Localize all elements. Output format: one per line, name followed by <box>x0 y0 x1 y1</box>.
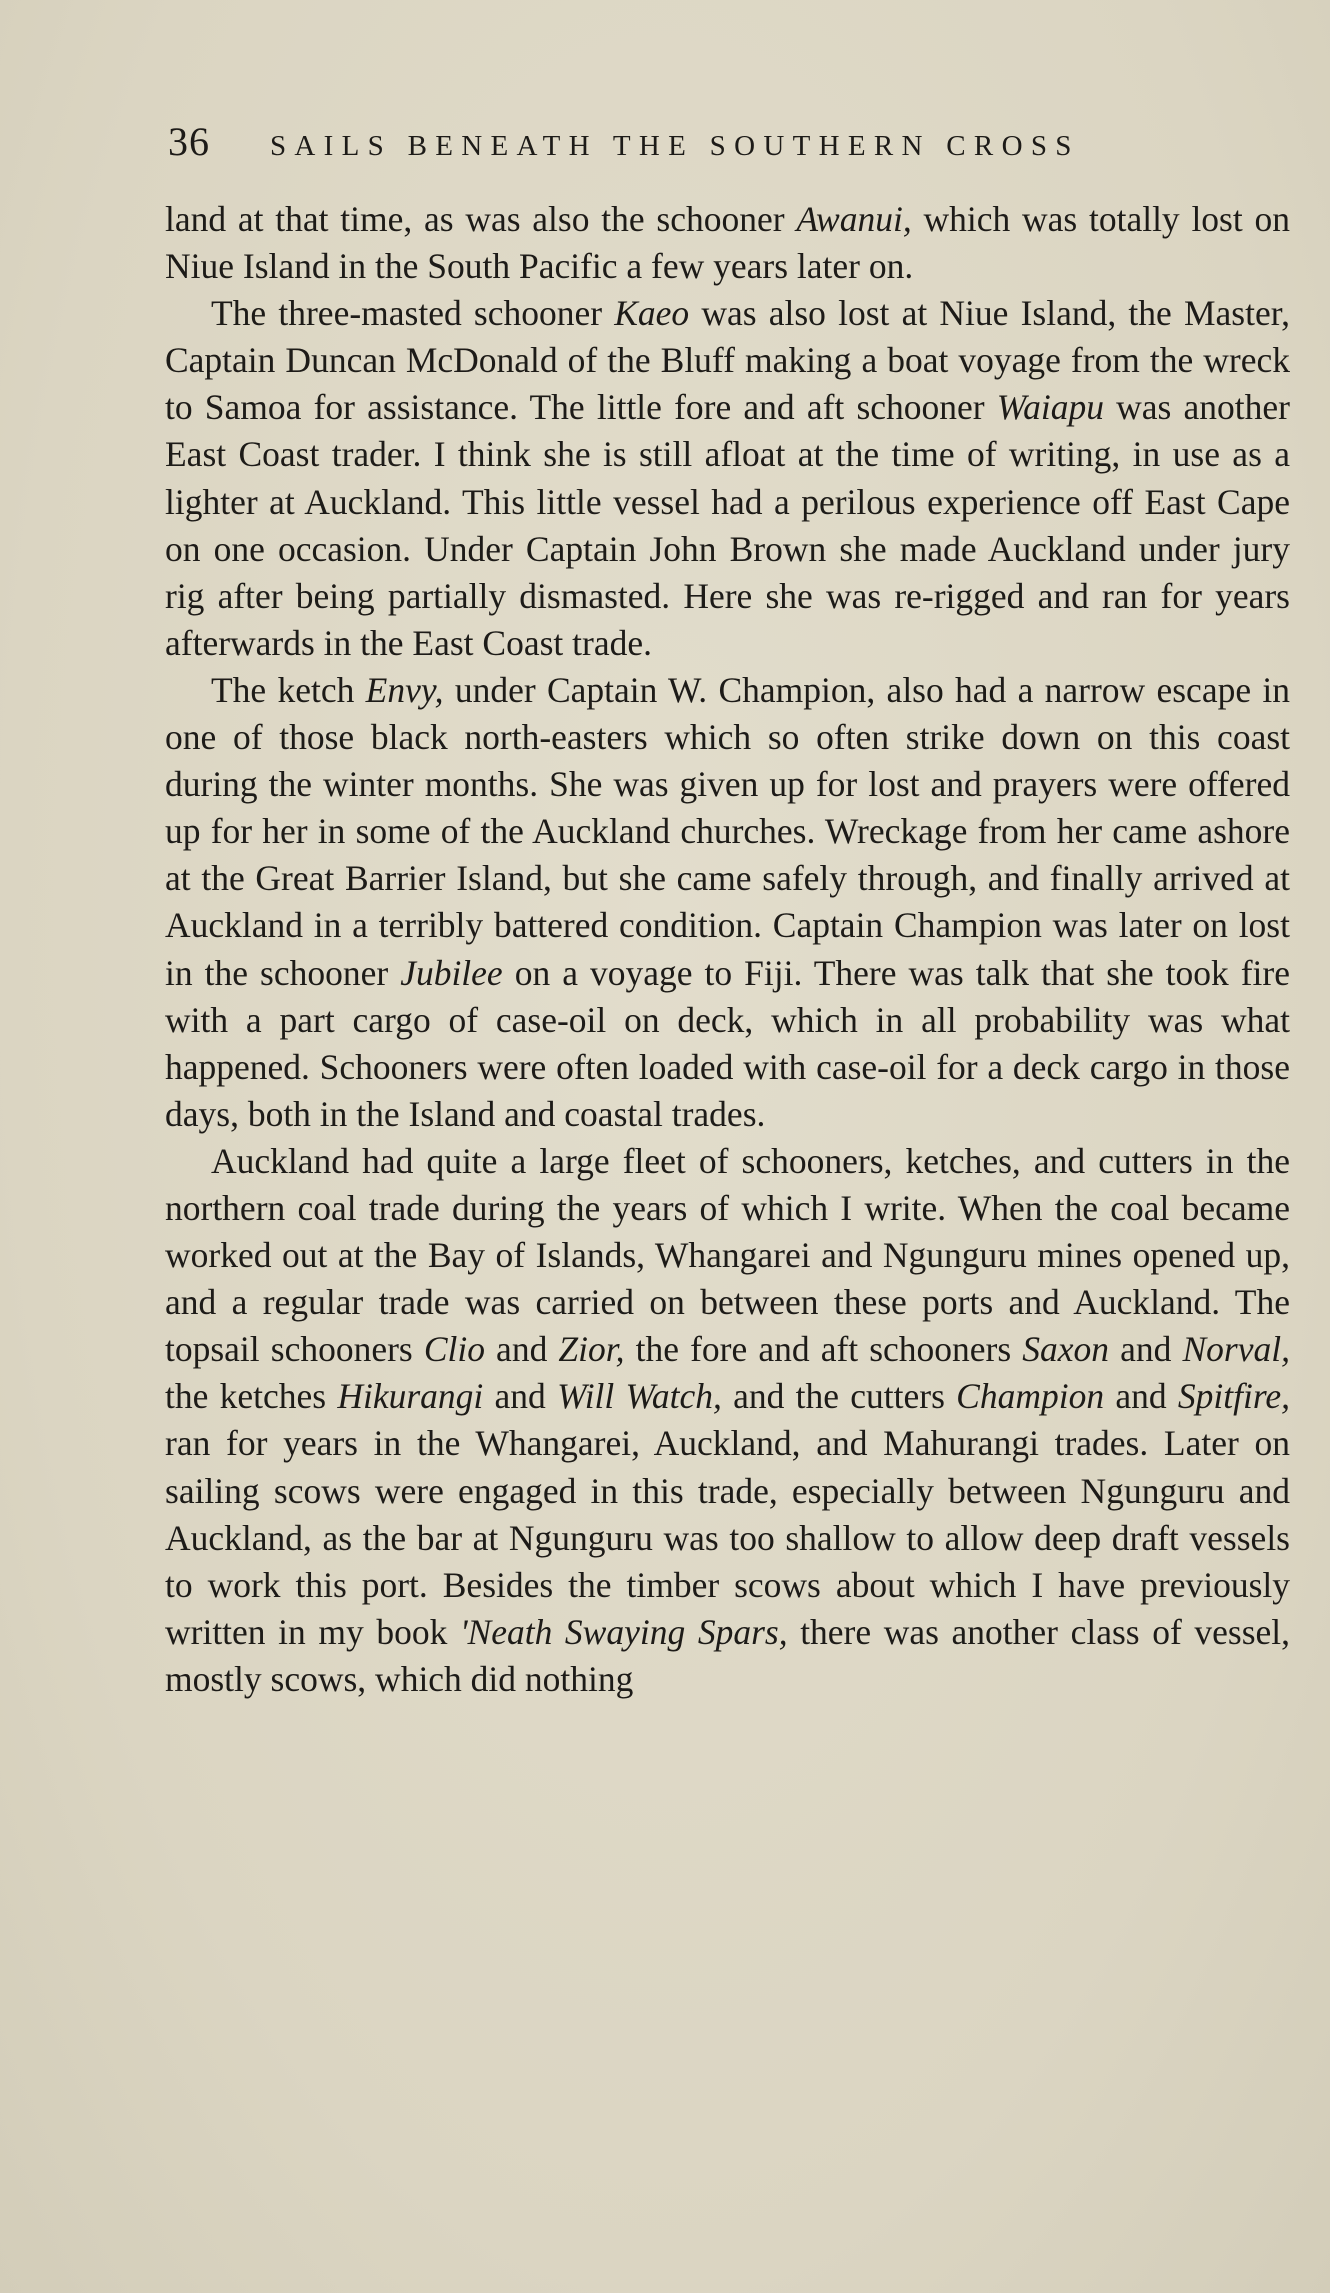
text-segment: ran for years in the Whangarei, Auckland, and Mahurangi trades. Later on sailing scows were engaged in this trade, especially between Ngunguru and Auckland, as the bar at Ngunguru was too shallow to allow deep draft vessels to work this port. Besides the timber scows about which I have previously written in my book <box>165 1423 1290 1652</box>
italic-text-segment: 'Neath Swaying Spars, <box>459 1611 788 1652</box>
italic-text-segment: Awanui, <box>796 199 912 239</box>
paragraph <box>165 290 1290 667</box>
text-segment: The three-masted schooner <box>211 293 615 334</box>
italic-text-segment: Envy, <box>365 669 444 710</box>
paragraph <box>165 667 1290 1138</box>
page-number: 36 <box>168 119 210 164</box>
text-segment: and <box>1104 1376 1178 1417</box>
italic-text-segment: Waiapu <box>996 387 1104 428</box>
italic-text-segment: Will Watch, <box>557 1376 722 1417</box>
text-segment: which was totally lost on Niue Island in the South Pacific a few years later on. <box>165 199 1291 287</box>
text-segment: The ketch <box>211 669 366 710</box>
text-segment: was another East Coast trader. I think she is still afloat at the time of writing, in use as a lighter at Auckland. This little vessel had a perilous experience off East Cape on one occasion. Under Captain John Brown she made Auckland under jury rig after being partially dismasted. Here she was re-rigged and ran for years afterwards in the East Coast trade. <box>165 387 1290 663</box>
text-segment: land at that time, as was also the schooner <box>165 199 797 239</box>
italic-text-segment: Norval, <box>1182 1329 1290 1370</box>
text-segment: the fore and aft schooners <box>624 1329 1023 1370</box>
text-segment: and <box>1109 1329 1183 1370</box>
text-segment: was also lost at Niue Island, the Master, Captain Duncan McDonald of the Bluff making a boat voyage from the wreck to Samoa for assistance. The little fore and aft schooner <box>165 293 1290 428</box>
text-segment: Auckland had quite a large fleet of schooners, ketches, and cutters in the northern coal trade during the years of which I write. When the coal became worked out at the Bay of Islands, Whangarei and Ngunguru mines opened up, and a regular trade was carried on between these ports and Auckland. The topsail schooners <box>165 1140 1290 1370</box>
italic-text-segment: Jubilee <box>400 952 503 993</box>
text-segment: on a voyage to Fiji. There was talk that she took fire with a part cargo of case-oil on deck, which in all probability was what happened. Schooners were often loaded with case-oil for a deck cargo in those days, both in the Island and coastal trades. <box>165 952 1290 1134</box>
paragraph <box>165 1138 1290 1703</box>
text-segment: and <box>484 1329 559 1370</box>
italic-text-segment: Champion <box>956 1376 1105 1417</box>
italic-text-segment: Spitfire, <box>1177 1376 1290 1417</box>
running-head: SAILS BENEATH THE SOUTHERN CROSS <box>270 130 1080 162</box>
italic-text-segment: Clio <box>423 1329 485 1370</box>
italic-text-segment: Saxon <box>1022 1329 1110 1370</box>
body-text <box>165 196 1290 1703</box>
paragraph <box>165 196 1290 290</box>
text-segment: and <box>483 1376 558 1417</box>
text-segment: under Captain W. Champion, also had a narrow escape in one of those black north-easters which so often strike down on this coast during the winter months. She was given up for lost and prayers were offered up for her in some of the Auckland churches. Wreckage from her came ashore at the Great Barrier Island, but she came safely through, and finally arrived at Auckland in a terribly battered condition. Captain Champion was later on lost in the schooner <box>165 669 1290 993</box>
text-segment: and the cutters <box>721 1376 957 1417</box>
italic-text-segment: Hikurangi <box>337 1376 484 1417</box>
text-segment: there was another class of vessel, mostly scows, which did nothing <box>165 1611 1291 1699</box>
page-header <box>168 118 1298 178</box>
italic-text-segment: Zior, <box>558 1329 625 1370</box>
text-segment: the ketches <box>165 1376 338 1417</box>
italic-text-segment: Kaeo <box>614 293 690 334</box>
